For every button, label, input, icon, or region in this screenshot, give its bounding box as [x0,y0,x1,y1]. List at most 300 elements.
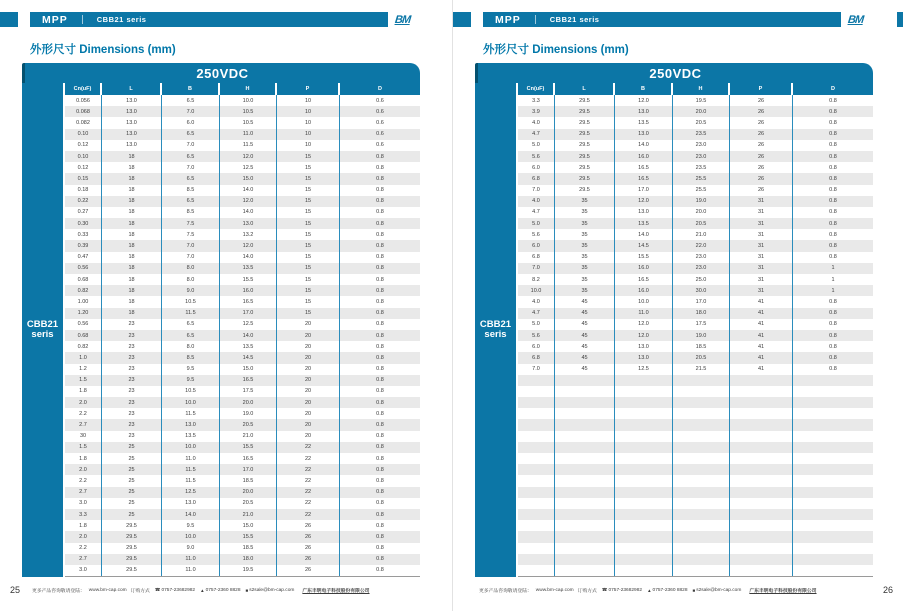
sidebar-series-line1: CBB21 [26,318,59,330]
table-cell [730,554,793,565]
table-cell [518,554,555,565]
table-cell: 0.8 [829,231,837,238]
table-row [518,531,873,542]
table-row [518,296,873,307]
table-cell: 0.8 [376,164,384,171]
table-row [65,352,420,363]
table-cell: 12.5 [220,162,277,173]
table-cell: 22.0 [673,240,730,251]
table-cell: 16.0 [615,263,673,274]
table-row [65,185,420,196]
table-cell: 13.5 [162,431,220,442]
table-cell: 17.0 [220,308,277,319]
table-cell [555,498,615,509]
table-cell: 6.5 [162,151,220,162]
table-cell: 13.0 [162,498,220,509]
table-row [65,308,420,319]
table-cell: 18 [102,252,162,263]
table-cell: 0.8 [829,254,837,261]
table-cell: 0.8 [376,343,384,350]
table-cell: 23 [102,341,162,352]
table-cell: 11.0 [615,308,673,319]
table-row [65,431,420,442]
table-cell: 0.6 [376,142,384,149]
table-cell: 6.5 [162,129,220,140]
table-cell: 0.8 [829,321,837,328]
fax-icon: ▲ [647,587,652,593]
table-cell: 25 [102,509,162,520]
table-row [518,509,873,520]
table-cell: 16.5 [220,375,277,386]
table-cell: 11.5 [220,140,277,151]
table-row [518,162,873,173]
table-cell [518,375,555,386]
table-cell [615,543,673,554]
table-cell: 0.8 [376,466,384,473]
page-footer [0,584,451,596]
table-cell: 0.8 [376,377,384,384]
table-cell: 6.5 [162,196,220,207]
table-content [518,83,873,577]
table-cell: 15 [277,240,340,251]
table-cell: 0.8 [376,477,384,484]
table-cell: 10 [277,106,340,117]
table-cell [518,487,555,498]
table-cell: 4.7 [518,129,555,140]
table-cell: 29.5 [555,173,615,184]
table-cell: 0.6 [376,97,384,104]
table-cell: 11.0 [162,453,220,464]
table-cell [555,419,615,430]
table-cell [673,464,730,475]
table-cell: 22 [277,453,340,464]
table-cell: 3.3 [518,95,555,106]
table-cell [793,475,873,486]
table-cell: 45 [555,341,615,352]
table-cell: 35 [555,274,615,285]
table-cell: 16.0 [615,151,673,162]
table-cell: 1.8 [65,520,102,531]
table-cell: 15.5 [220,274,277,285]
table-cell: 25 [102,475,162,486]
table-row [65,520,420,531]
table-cell: 23.0 [673,263,730,274]
table-row [518,95,873,106]
table-cell: 29.5 [102,554,162,565]
table-cell: 3.0 [65,565,102,576]
table-cell: 4.0 [518,196,555,207]
table-row [518,196,873,207]
dimensions-table [475,63,873,577]
table-cell: 26 [277,543,340,554]
table-cell: 6.8 [518,173,555,184]
table-cell: 23 [102,431,162,442]
table-cell [793,543,873,554]
table-cell: 0.8 [829,131,837,138]
table-row [518,106,873,117]
table-row [65,554,420,565]
table-cell: 25.5 [673,185,730,196]
table-cell: 12.5 [162,487,220,498]
table-cell: 35 [555,207,615,218]
table-row [65,173,420,184]
table-cell [615,419,673,430]
table-cell: 20 [277,341,340,352]
table-cell: 10 [277,129,340,140]
table-cell: 29.5 [555,185,615,196]
table-cell [615,397,673,408]
table-cell: 0.27 [65,207,102,218]
table-cell: 9.5 [162,364,220,375]
table-cell: 29.5 [555,162,615,173]
table-cell: 0.056 [65,95,102,106]
table-row [65,509,420,520]
table-cell: 0.15 [65,173,102,184]
table-cell: 11.5 [162,475,220,486]
table-cell: 13.0 [102,95,162,106]
fax-icon: ▲ [200,587,205,593]
table-cell: 0.8 [376,500,384,507]
table-cell: 0.56 [65,319,102,330]
table-row [518,185,873,196]
table-cell: 16.0 [220,285,277,296]
table-row [65,565,420,576]
table-cell: 7.0 [518,263,555,274]
table-cell [615,565,673,576]
table-cell [730,520,793,531]
footer-order-label: 订购方式 [130,588,150,594]
table-cell [730,509,793,520]
table-cell: 0.8 [376,209,384,216]
table-cell: 6.8 [518,352,555,363]
table-cell: 6.0 [518,341,555,352]
table-cell: 20 [277,352,340,363]
table-cell: 8.5 [162,207,220,218]
table-cell: 7.0 [162,106,220,117]
table-cell: 20 [277,375,340,386]
table-cell: 18.5 [220,543,277,554]
table-cell: 12.0 [615,95,673,106]
table-cell [730,397,793,408]
table-cell: 20.0 [220,487,277,498]
table-cell: 10.0 [220,95,277,106]
table-cell: 17.0 [220,464,277,475]
table-cell: 14.5 [220,352,277,363]
table-cell: 18 [102,296,162,307]
footer-phone: 0757-23682982 [161,587,196,593]
table-cell [793,531,873,542]
table-row [518,263,873,274]
table-cell [615,386,673,397]
table-cell: 0.6 [376,119,384,126]
table-cell: 4.0 [518,296,555,307]
table-row [518,565,873,576]
table-cell [555,397,615,408]
column-header-p: P [277,83,340,95]
table-cell: 2.0 [65,531,102,542]
table-cell: 0.8 [829,332,837,339]
table-row [65,408,420,419]
table-cell: 13.0 [615,129,673,140]
table-cell [730,375,793,386]
table-cell: 5.0 [518,140,555,151]
table-cell: 19.0 [673,330,730,341]
table-cell [555,386,615,397]
table-cell: 41 [730,330,793,341]
table-cell: 35 [555,252,615,263]
table-cell: 4.7 [518,308,555,319]
table-cell: 0.8 [376,422,384,429]
table-cell: 18 [102,263,162,274]
table-cell [555,509,615,520]
table-cell: 35 [555,218,615,229]
table-cell: 14.0 [220,207,277,218]
table-cell: 0.8 [376,276,384,283]
table-row [65,151,420,162]
table-cell: 5.6 [518,151,555,162]
table-cell: 18 [102,196,162,207]
table-cell: 23.5 [673,129,730,140]
table-cell: 12.0 [220,240,277,251]
table-cell: 0.18 [65,185,102,196]
table-cell: 0.12 [65,162,102,173]
table-cell: 0.8 [376,175,384,182]
table-cell: 13.0 [220,218,277,229]
table-cell: 29.5 [555,106,615,117]
table-row [65,106,420,117]
footer-fax: 0757-2360 8828 [652,587,688,593]
table-row [65,531,420,542]
table-cell: 10.0 [162,442,220,453]
table-cell: 20.5 [673,218,730,229]
footer-email: s2sale@bm-cap.com [696,587,742,593]
column-header-b: B [162,83,220,95]
table-cell: 7.0 [162,240,220,251]
table-cell: 21.0 [673,229,730,240]
table-cell: 41 [730,308,793,319]
table-row [518,554,873,565]
table-cell: 22 [277,487,340,498]
header-divider [82,15,83,24]
table-cell: 16.5 [615,173,673,184]
table-cell: 20 [277,319,340,330]
footer-info-label: 更多产品咨询敬请登陆： [32,588,85,594]
table-cell [555,375,615,386]
table-cell [615,554,673,565]
table-cell [555,475,615,486]
table-cell: 0.8 [376,366,384,373]
table-cell: 31 [730,252,793,263]
table-cell: 13.0 [615,207,673,218]
table-cell: 20.5 [220,498,277,509]
table-row [65,196,420,207]
table-cell: 12.0 [220,196,277,207]
table-cell: 0.082 [65,117,102,128]
table-cell [615,475,673,486]
table-row [65,543,420,554]
table-cell: 18.0 [220,554,277,565]
table-cell: 20.5 [220,419,277,430]
table-cell [793,520,873,531]
table-cell: 0.8 [376,231,384,238]
table-cell: 10.5 [162,386,220,397]
table-cell: 18 [102,240,162,251]
table-cell [518,565,555,576]
table-cell: 22 [277,475,340,486]
footer-order-label: 订购方式 [577,588,597,594]
table-cell: 14.0 [220,185,277,196]
table-cell [615,375,673,386]
table-row [65,129,420,140]
table-cell: 0.8 [376,388,384,395]
table-cell: 23 [102,352,162,363]
table-cell: 0.8 [829,175,837,182]
table-cell: 0.8 [376,455,384,462]
table-cell [615,509,673,520]
table-cell: 29.5 [555,117,615,128]
header-bar [30,12,388,27]
table-cell [615,520,673,531]
table-cell: 1 [831,276,835,283]
table-cell: 31 [730,207,793,218]
table-cell: 18 [102,274,162,285]
table-cell [793,565,873,576]
footer-email: s2sale@bm-cap.com [249,587,295,593]
table-row [65,207,420,218]
table-cell: 20.0 [220,397,277,408]
table-cell: 20 [277,364,340,375]
table-cell [793,375,873,386]
table-cell: 2.2 [65,543,102,554]
table-cell: 0.56 [65,263,102,274]
table-cell [555,408,615,419]
table-cell: 0.8 [376,410,384,417]
table-cell: 6.0 [162,117,220,128]
table-cell: 0.8 [376,545,384,552]
table-cell: 13.0 [615,352,673,363]
brand-logo [388,12,418,27]
table-cell: 22 [277,498,340,509]
table-cell [673,431,730,442]
table-cell: 15 [277,207,340,218]
table-cell: 18 [102,218,162,229]
table-cell: 12.0 [615,196,673,207]
table-row [65,95,420,106]
header-product-label: MPP [495,13,521,26]
table-cell: 19.5 [673,95,730,106]
table-cell: 20 [277,330,340,341]
table-cell: 0.8 [376,187,384,194]
table-cell [673,442,730,453]
table-cell: 4.0 [518,117,555,128]
table-cell: 1.20 [65,308,102,319]
table-cell: 25 [102,498,162,509]
table-cell [615,453,673,464]
table-cell: 30 [65,431,102,442]
table-cell: 17.5 [673,319,730,330]
table-cell [793,487,873,498]
table-cell: 0.8 [829,198,837,205]
table-cell: 18 [102,207,162,218]
table-row [65,296,420,307]
table-cell: 0.8 [376,533,384,540]
table-cell: 19.5 [220,565,277,576]
table-cell: 15 [277,162,340,173]
table-cell: 15 [277,274,340,285]
table-cell: 0.8 [376,511,384,518]
table-cell: 17.0 [673,296,730,307]
table-cell: 13.0 [615,341,673,352]
table-cell: 45 [555,330,615,341]
table-cell: 16.5 [615,162,673,173]
table-row [65,330,420,341]
table-cell: 14.0 [162,509,220,520]
column-header-d: D [340,83,420,95]
phone-icon: ☎ [154,587,161,592]
table-cell [518,419,555,430]
table-cell: 3.9 [518,106,555,117]
sidebar-series-line2: seris [31,329,54,341]
table-cell: 2.7 [65,554,102,565]
table-row [65,475,420,486]
table-cell: 0.12 [65,140,102,151]
table-cell [615,487,673,498]
table-body [65,95,420,576]
table-cell: 31 [730,263,793,274]
table-cell: 0.8 [829,108,837,115]
table-row [518,285,873,296]
table-cell [793,453,873,464]
table-cell: 31 [730,218,793,229]
table-cell: 6.5 [162,330,220,341]
table-cell: 1.00 [65,296,102,307]
table-cell [673,375,730,386]
column-header-l: L [102,83,162,95]
table-cell: 0.068 [65,106,102,117]
table-cell: 16.5 [615,274,673,285]
table-cell: 25 [102,442,162,453]
table-cell: 18.5 [673,341,730,352]
table-cell: 5.6 [518,330,555,341]
table-cell: 41 [730,319,793,330]
table-cell: 14.0 [220,330,277,341]
table-row [65,229,420,240]
table-cell: 6.8 [518,252,555,263]
table-cell [730,464,793,475]
table-row [65,263,420,274]
table-cell: 0.8 [376,522,384,529]
table-cell [555,531,615,542]
table-cell: 45 [555,296,615,307]
table-cell [615,464,673,475]
table-cell: 7.0 [162,162,220,173]
table-cell: 7.0 [162,140,220,151]
table-cell: 26 [730,140,793,151]
page-26 [452,0,903,611]
table-cell: 12.0 [220,151,277,162]
sidebar-series-line1: CBB21 [479,318,512,330]
table-cell: 15 [277,296,340,307]
table-cell: 20 [277,408,340,419]
table-cell: 45 [555,352,615,363]
table-cell: 20.5 [673,352,730,363]
table-row [518,375,873,386]
table-cell [555,464,615,475]
table-cell: 0.8 [376,399,384,406]
table-cell: 0.8 [829,243,837,250]
table-cell: 0.8 [376,298,384,305]
table-cell: 0.68 [65,330,102,341]
